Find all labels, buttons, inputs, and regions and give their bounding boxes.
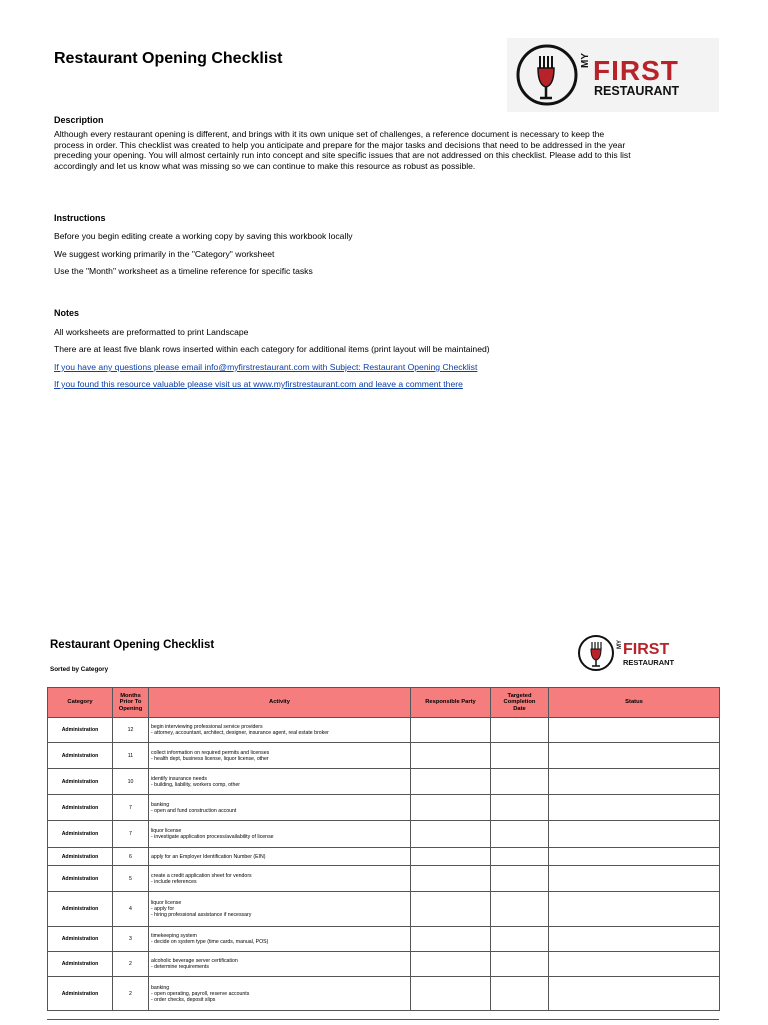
row-responsible-party[interactable] [411,848,491,866]
row-category: Administration [48,866,113,892]
row-target-date[interactable] [491,848,549,866]
activity-line: - open and fund construction account [151,807,237,814]
activity-line: liquor license [151,900,182,906]
table-continuation-row [47,1019,719,1025]
note-item: All worksheets are preformatted to print Landscape [54,327,249,337]
row-target-date[interactable] [491,795,549,821]
row-category: Administration [48,821,113,848]
checklist-table [47,687,720,1011]
row-responsible-party[interactable] [411,977,491,1011]
activity-line: - determine requirements [151,964,209,970]
row-category: Administration [48,952,113,977]
logo-restaurant: RESTAURANT [594,84,680,98]
activity-line: - include references [151,878,197,885]
activity-line: - decide on system type (time cards, manual, POS) [151,939,269,945]
table-row [48,795,720,821]
row-status[interactable] [549,927,720,952]
activity-line: - health dept, business license, liquor license, other [151,755,269,762]
logo [507,38,719,112]
activity-line: identify insurance needs [151,775,207,782]
row-status[interactable] [549,952,720,977]
logo-my: MY [580,53,591,68]
row-target-date[interactable] [491,718,549,743]
activity-line: - apply for [151,906,175,912]
row-category: Administration [48,927,113,952]
note-item: There are at least five blank rows inserted within each category for additional items (print layout will be maintained) [54,344,490,354]
description-heading: Description [54,115,104,125]
header-months: Months Prior To Opening [113,688,149,718]
row-months: 6 [113,848,149,866]
activity-line: - hiring professional assistance if necessary [151,912,252,918]
instruction-item: Use the "Month" worksheet as a timeline reference for specific tasks [54,266,313,276]
logo-restaurant: RESTAURANT [623,658,675,667]
table-row [48,892,720,927]
instruction-item: Before you begin editing create a working copy by saving this workbook locally [54,231,353,241]
row-activity [149,821,411,848]
activity-line: - order checks, deposit slips [151,996,216,1003]
row-responsible-party[interactable] [411,892,491,927]
table-row [48,718,720,743]
row-activity [149,952,411,977]
header-status: Status [549,688,720,718]
row-status[interactable] [549,769,720,795]
description-line: Although every restaurant opening is different, and brings with it its own unique set of challenges, a reference document is necessary to keep the [54,129,605,139]
table-header-row [48,688,720,718]
row-target-date[interactable] [491,821,549,848]
row-responsible-party[interactable] [411,952,491,977]
row-target-date[interactable] [491,927,549,952]
activity-line: begin interviewing professional service providers [151,724,263,730]
activity-line: apply for an Employer Identification Number (EIN) [151,853,266,860]
activity-line: collect information on required permits and licenses [151,749,270,756]
row-category: Administration [48,743,113,769]
page-title: Restaurant Opening Checklist [54,50,283,67]
row-status[interactable] [549,821,720,848]
row-status[interactable] [549,743,720,769]
row-months: 7 [113,795,149,821]
row-target-date[interactable] [491,769,549,795]
header-activity: Activity [149,688,411,718]
logo-my: MY [617,640,623,649]
activity-line: - building, liability, workers comp, other [151,781,240,788]
row-status[interactable] [549,892,720,927]
row-target-date[interactable] [491,977,549,1011]
row-responsible-party[interactable] [411,795,491,821]
row-status[interactable] [549,848,720,866]
row-activity [149,892,411,927]
table-row [48,821,720,848]
row-category: Administration [48,977,113,1011]
row-activity [149,795,411,821]
row-category: Administration [48,769,113,795]
row-category: Administration [48,795,113,821]
row-target-date[interactable] [491,743,549,769]
header-target-date: Targeted Completion Date [491,688,549,718]
row-activity [149,927,411,952]
row-status[interactable] [549,795,720,821]
row-status[interactable] [549,718,720,743]
row-target-date[interactable] [491,866,549,892]
website-link[interactable]: If you found this resource valuable please visit us at www.myfirstrestaurant.com and leave a comment there [54,379,463,389]
row-activity [149,977,411,1011]
instruction-item: We suggest working primarily in the "Category" worksheet [54,249,275,259]
row-responsible-party[interactable] [411,769,491,795]
row-months: 12 [113,718,149,743]
table-row [48,927,720,952]
header-responsible-party: Responsible Party [411,688,491,718]
activity-line: create a credit application sheet for vendors [151,872,252,879]
sorted-label: Sorted by Category [50,666,109,673]
description-text [54,129,722,172]
row-activity [149,718,411,743]
table-row [48,866,720,892]
activity-line: banking [151,801,170,808]
logo-small [575,632,695,674]
row-responsible-party[interactable] [411,821,491,848]
row-months: 2 [113,977,149,1011]
row-months: 5 [113,866,149,892]
row-activity [149,743,411,769]
activity-line: - investigate application process/availability of license [151,834,274,840]
row-months: 3 [113,927,149,952]
logo-first: FIRST [623,641,670,658]
activity-line: liquor license [151,828,182,834]
row-months: 4 [113,892,149,927]
description-line: process in order. This checklist was created to help you anticipate and prepare for the major tasks and decisions that need to be addressed in the year [54,139,626,150]
header-category: Category [48,688,113,718]
table-row [48,977,720,1011]
row-months: 7 [113,821,149,848]
row-activity [149,769,411,795]
notes-heading: Notes [54,308,80,318]
description-line: preceding your opening. You will almost certainly run into concept and site specific issues that are not addressed on this checklist. Please add to this list [54,150,631,161]
row-responsible-party[interactable] [411,866,491,892]
description-line: accordingly and let us know what was missing so we can continue to make this resource as robust as possible. [54,161,476,172]
checklist-title: Restaurant Opening Checklist [50,639,215,651]
row-category: Administration [48,718,113,743]
row-responsible-party[interactable] [411,718,491,743]
row-category: Administration [48,892,113,927]
row-responsible-party[interactable] [411,927,491,952]
row-status[interactable] [549,866,720,892]
row-responsible-party[interactable] [411,743,491,769]
activity-line: timekeeping system [151,933,197,939]
row-target-date[interactable] [491,952,549,977]
row-status[interactable] [549,977,720,1011]
row-target-date[interactable] [491,892,549,927]
row-activity [149,848,411,866]
table-row [48,743,720,769]
row-activity [149,866,411,892]
table-row [48,848,720,866]
activity-line: alcoholic beverage server certification [151,958,238,964]
activity-line: banking [151,984,170,991]
row-months: 10 [113,769,149,795]
activity-line: - open operating, payroll, reserve accounts [151,990,250,997]
table-row [48,769,720,795]
row-months: 2 [113,952,149,977]
activity-line: - attorney, accountant, architect, designer, insurance agent, real estate broker [151,730,329,736]
row-months: 11 [113,743,149,769]
table-row [48,952,720,977]
email-link[interactable]: If you have any questions please email info@myfirstrestaurant.com with Subject: Restaurant Opening Checklist [54,362,478,372]
logo-first: FIRST [593,55,679,86]
instructions-heading: Instructions [54,213,106,223]
row-category: Administration [48,848,113,866]
